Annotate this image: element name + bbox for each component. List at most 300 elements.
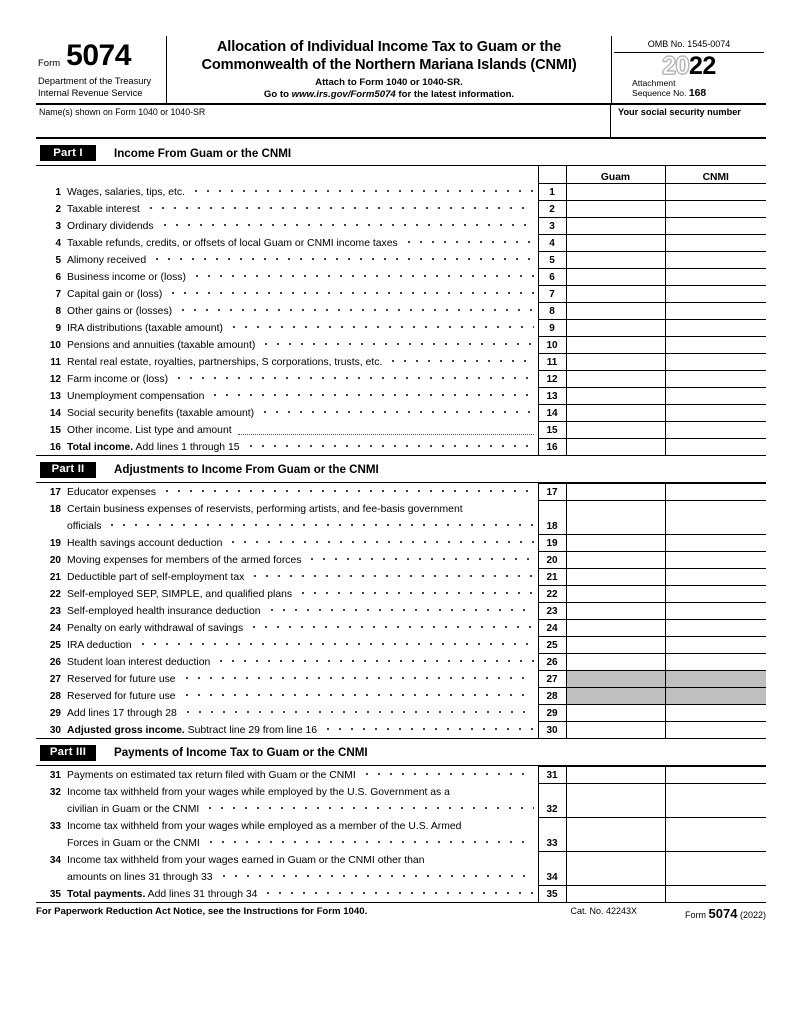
guam-amount-cell[interactable] (566, 353, 665, 370)
line-box-number: 15 (538, 421, 566, 438)
line-number: 9 (55, 323, 61, 334)
table-row-continuation (36, 517, 766, 534)
line-label: Business income or (loss) (67, 272, 186, 283)
line-label: Taxable interest (67, 204, 140, 215)
cnmi-amount-cell[interactable] (665, 800, 766, 817)
agency-block (36, 72, 166, 100)
footer-form-word: Form (685, 909, 709, 920)
line-number: 32 (49, 787, 61, 798)
dot-leader (209, 392, 533, 403)
ssn-field[interactable] (611, 105, 766, 137)
line-label-bold: Total income. (67, 441, 134, 453)
cnmi-amount-cell[interactable] (665, 483, 766, 500)
form-footer (36, 903, 766, 921)
line-number: 20 (49, 555, 61, 566)
cnmi-amount-cell[interactable] (665, 704, 766, 721)
line-box-number: 28 (538, 687, 566, 704)
dot-leader (177, 307, 533, 318)
line-label (67, 724, 317, 737)
guam-amount-cell[interactable] (566, 200, 665, 217)
cnmi-amount-cell[interactable] (665, 868, 766, 885)
dot-leader (106, 522, 533, 533)
line-number: 30 (49, 724, 61, 736)
header-right-block (611, 36, 766, 103)
line-label: Student loan interest deduction (67, 657, 211, 668)
guam-amount-cell[interactable] (566, 404, 665, 421)
line-label: Health savings account deduction (67, 538, 223, 549)
cnmi-amount-cell[interactable] (665, 534, 766, 551)
table-row-continuation (36, 834, 766, 851)
guam-amount-cell[interactable] (566, 619, 665, 636)
guam-amount-cell[interactable] (566, 653, 665, 670)
line-box-number-spacer (538, 500, 566, 517)
table-row (36, 585, 766, 602)
table-row (36, 783, 766, 800)
form-identifier (36, 38, 166, 72)
line-label: Deductible part of self-employment tax (67, 572, 245, 583)
line-number: 35 (49, 888, 61, 900)
cnmi-amount-cell[interactable] (665, 421, 766, 438)
cnmi-amount-cell[interactable] (665, 234, 766, 251)
cnmi-amount-cell[interactable] (665, 217, 766, 234)
line-number: 34 (49, 855, 61, 866)
cnmi-amount-cell[interactable] (665, 885, 766, 902)
table-row (36, 217, 766, 234)
cnmi-amount-cell[interactable] (665, 585, 766, 602)
dot-leader (361, 771, 534, 782)
line-label-2: civilian in Guam or the CNMI (67, 804, 200, 815)
line-box-number: 10 (538, 336, 566, 353)
line-number: 28 (49, 691, 61, 702)
cnmi-amount-cell[interactable] (665, 783, 766, 800)
cnmi-amount-cell[interactable] (665, 302, 766, 319)
line-number: 25 (49, 640, 61, 651)
dot-leader (245, 443, 534, 454)
table-row (36, 251, 766, 268)
line-box-number: 14 (538, 404, 566, 421)
table-row (36, 721, 766, 738)
line-label: Moving expenses for members of the armed forces (67, 555, 302, 566)
part-2-header (36, 456, 766, 482)
form-title-line-1: Allocation of Individual Income Tax to Guam or the (216, 39, 562, 55)
line-number: 13 (49, 391, 61, 402)
cnmi-amount-cell[interactable] (665, 353, 766, 370)
part-1-badge: Part I (40, 145, 96, 161)
line-box-number: 8 (538, 302, 566, 319)
dot-leader (191, 273, 534, 284)
table-row (36, 602, 766, 619)
table-row-continuation (36, 868, 766, 885)
table-row (36, 817, 766, 834)
part-2-table (36, 482, 766, 739)
attachment-sequence (614, 78, 764, 99)
line-box-number: 5 (538, 251, 566, 268)
guam-amount-cell[interactable] (566, 766, 665, 783)
dot-leader (204, 805, 533, 816)
dot-leader (145, 205, 534, 216)
line-label: Income tax withheld from your wages earned in Guam or the CNMI other than (67, 855, 425, 866)
line-label: Wages, salaries, tips, etc. (67, 187, 185, 198)
form-number: 5074 (66, 39, 131, 72)
dot-leader (173, 375, 533, 386)
table-row (36, 551, 766, 568)
table-row (36, 353, 766, 370)
cnmi-amount-cell[interactable] (665, 653, 766, 670)
form-word-label: Form (38, 58, 61, 69)
line-number: 5 (55, 255, 61, 266)
line-label: Ordinary dividends (67, 221, 154, 232)
dot-leader (228, 324, 534, 335)
agency-line-2: Internal Revenue Service (38, 87, 143, 98)
table-row (36, 766, 766, 783)
table-row (36, 687, 766, 704)
part-2-badge: Part II (40, 462, 96, 478)
line-box-number: 34 (538, 868, 566, 885)
line-box-number: 18 (538, 517, 566, 534)
line-box-number: 6 (538, 268, 566, 285)
line-number: 22 (49, 589, 61, 600)
cnmi-amount-cell[interactable] (665, 766, 766, 783)
line-label: Other income. List type and amount (67, 425, 232, 436)
form-sheet (36, 36, 766, 921)
dot-leader (262, 890, 533, 901)
dot-leader (205, 839, 534, 850)
guam-amount-cell[interactable] (566, 551, 665, 568)
paperwork-notice: For Paperwork Reduction Act Notice, see the Instructions for Form 1040. (36, 905, 368, 917)
line-box-number: 25 (538, 636, 566, 653)
goto-url[interactable]: www.irs.gov/Form5074 (291, 89, 396, 100)
line-number: 19 (49, 538, 61, 549)
cnmi-amount-cell[interactable] (665, 568, 766, 585)
line-number: 17 (49, 487, 61, 498)
line-number: 23 (49, 606, 61, 617)
guam-amount-cell[interactable] (566, 885, 665, 902)
guam-amount-cell[interactable] (566, 817, 665, 834)
cnmi-amount-cell[interactable] (665, 336, 766, 353)
dot-leader (151, 256, 533, 267)
part-1-column-headers (36, 166, 766, 183)
line-label: Income tax withheld from your wages while employed as a member of the U.S. Armed (67, 821, 462, 832)
line-box-number: 24 (538, 619, 566, 636)
form-title-line-2: Commonwealth of the Northern Mariana Islands (CNMI) (201, 56, 577, 73)
guam-amount-cell[interactable] (566, 285, 665, 302)
part-2-title: Adjustments to Income From Guam or the CNMI (114, 463, 379, 476)
dot-leader (260, 341, 533, 352)
line-label: Income tax withheld from your wages while employed by the U.S. Government as a (67, 787, 450, 798)
line-label (67, 888, 257, 901)
dot-leader (181, 675, 534, 686)
line-box-number: 1 (538, 183, 566, 200)
omb-number: OMB No. 1545-0074 (614, 38, 764, 53)
line-box-number: 29 (538, 704, 566, 721)
footer-form-id (685, 906, 766, 921)
part-3-title: Payments of Income Tax to Guam or the CNMI (114, 746, 368, 759)
line-number: 33 (49, 821, 61, 832)
cnmi-amount-cell[interactable] (665, 517, 766, 534)
table-row (36, 704, 766, 721)
tax-year-prefix: 20 (662, 52, 689, 80)
part-1-table (36, 165, 766, 456)
table-row (36, 404, 766, 421)
dot-leader (387, 358, 533, 369)
cnmi-amount-cell[interactable] (665, 602, 766, 619)
goto-prefix: Go to (263, 89, 292, 100)
line-label: IRA distributions (taxable amount) (67, 323, 223, 334)
line-number: 3 (55, 221, 61, 232)
cnmi-amount-cell[interactable] (665, 636, 766, 653)
line-label-bold: Adjusted gross income. (67, 724, 185, 736)
dot-leader (259, 409, 533, 420)
guam-amount-cell[interactable] (566, 568, 665, 585)
dot-leader (403, 239, 534, 250)
attachment-label: Attachment (632, 78, 676, 88)
cnmi-amount-cell-reserved (665, 670, 766, 687)
table-row (36, 336, 766, 353)
guam-amount-cell-reserved (566, 670, 665, 687)
guam-amount-cell[interactable] (566, 217, 665, 234)
guam-amount-cell[interactable] (566, 319, 665, 336)
line-box-number: 26 (538, 653, 566, 670)
guam-amount-cell[interactable] (566, 517, 665, 534)
dot-leader (218, 873, 534, 884)
line-label: Certain business expenses of reservists, performing artists, and fee-basis government (67, 504, 463, 515)
guam-amount-cell[interactable] (566, 421, 665, 438)
cnmi-amount-cell[interactable] (665, 438, 766, 455)
table-row (36, 370, 766, 387)
guam-amount-cell[interactable] (566, 834, 665, 851)
line-number: 14 (49, 408, 61, 419)
dot-leader (227, 539, 533, 550)
cnmi-amount-cell[interactable] (665, 183, 766, 200)
cnmi-amount-cell[interactable] (665, 370, 766, 387)
line-number: 18 (49, 504, 61, 515)
line-label: Self-employed health insurance deduction (67, 606, 261, 617)
line-box-number-spacer (538, 851, 566, 868)
guam-amount-cell[interactable] (566, 370, 665, 387)
goto-note (171, 89, 607, 101)
cnmi-amount-cell[interactable] (665, 200, 766, 217)
line-box-number-spacer (538, 783, 566, 800)
dot-leader (137, 641, 534, 652)
line-label: Rental real estate, royalties, partnerships, S corporations, trusts, etc. (67, 357, 383, 368)
dot-leader (159, 222, 534, 233)
cnmi-amount-cell[interactable] (665, 387, 766, 404)
line-number: 7 (55, 289, 61, 300)
cnmi-amount-cell[interactable] (665, 319, 766, 336)
guam-amount-cell[interactable] (566, 721, 665, 738)
line-number: 11 (50, 357, 61, 368)
dot-leader (190, 188, 534, 199)
line-label-rest: Add lines 31 through 34 (145, 888, 258, 900)
taxpayer-row (36, 105, 766, 139)
table-row (36, 438, 766, 455)
guam-amount-cell[interactable] (566, 704, 665, 721)
footer-form-number: 5074 (708, 905, 738, 921)
cnmi-amount-cell[interactable] (665, 500, 766, 517)
dot-leader (306, 556, 533, 567)
line-box-number: 19 (538, 534, 566, 551)
line-number: 24 (49, 623, 61, 634)
part-1-header (36, 139, 766, 165)
table-row (36, 483, 766, 500)
name-field[interactable] (36, 105, 611, 137)
line-box-number: 31 (538, 766, 566, 783)
table-row (36, 268, 766, 285)
table-row (36, 200, 766, 217)
line-box-number: 9 (538, 319, 566, 336)
write-in-line[interactable] (238, 424, 534, 435)
line-number: 10 (49, 340, 61, 351)
dot-leader (266, 607, 534, 618)
line-box-number: 23 (538, 602, 566, 619)
table-row (36, 285, 766, 302)
dot-leader (249, 573, 533, 584)
line-box-number: 13 (538, 387, 566, 404)
line-number: 6 (55, 272, 61, 283)
guam-amount-cell[interactable] (566, 585, 665, 602)
guam-amount-cell[interactable] (566, 268, 665, 285)
line-box-number: 20 (538, 551, 566, 568)
line-label-rest: Add lines 1 through 15 (133, 441, 240, 453)
tax-year (614, 53, 764, 79)
cnmi-amount-cell[interactable] (665, 851, 766, 868)
line-label: Social security benefits (taxable amount) (67, 408, 255, 419)
name-field-label: Name(s) shown on Form 1040 or 1040-SR (39, 107, 206, 117)
table-row (36, 885, 766, 902)
guam-amount-cell[interactable] (566, 234, 665, 251)
dot-leader (181, 692, 534, 703)
line-label: Taxable refunds, credits, or offsets of local Guam or CNMI income taxes (67, 238, 398, 249)
part-3-badge: Part III (40, 745, 96, 761)
guam-amount-cell[interactable] (566, 800, 665, 817)
dot-leader (322, 726, 533, 737)
line-box-number: 2 (538, 200, 566, 217)
line-box-number: 7 (538, 285, 566, 302)
header-left-block (36, 36, 167, 103)
line-number: 15 (49, 425, 61, 436)
line-number: 16 (49, 441, 61, 453)
guam-amount-cell[interactable] (566, 851, 665, 868)
header-title-block (167, 36, 611, 103)
line-label-bold: Total payments. (67, 888, 146, 900)
guam-amount-cell[interactable] (566, 302, 665, 319)
line-number: 12 (49, 374, 61, 385)
cnmi-amount-cell[interactable] (665, 619, 766, 636)
form-header (36, 36, 766, 105)
line-box-number-spacer (538, 817, 566, 834)
line-label: Farm income or (loss) (67, 374, 169, 385)
table-row (36, 183, 766, 200)
guam-amount-cell[interactable] (566, 534, 665, 551)
cnmi-amount-cell[interactable] (665, 251, 766, 268)
line-label: Payments on estimated tax return filed with Guam or the CNMI (67, 770, 356, 781)
dot-leader (182, 709, 534, 720)
line-label-2: amounts on lines 31 through 33 (67, 872, 213, 883)
cnmi-amount-cell[interactable] (665, 817, 766, 834)
agency-line-1: Department of the Treasury (38, 76, 152, 86)
line-number: 29 (49, 708, 61, 719)
cnmi-amount-cell[interactable] (665, 834, 766, 851)
table-row (36, 500, 766, 517)
guam-amount-cell[interactable] (566, 483, 665, 500)
table-row (36, 387, 766, 404)
dot-leader (215, 658, 533, 669)
line-label: Educator expenses (67, 487, 156, 498)
line-label: IRA deduction (67, 640, 132, 651)
cnmi-amount-cell-reserved (665, 687, 766, 704)
guam-amount-cell[interactable] (566, 438, 665, 455)
table-row (36, 636, 766, 653)
line-number: 27 (49, 674, 61, 685)
dot-leader (167, 290, 533, 301)
guam-amount-cell[interactable] (566, 783, 665, 800)
line-box-number: 21 (538, 568, 566, 585)
line-label: Reserved for future use (67, 674, 176, 685)
attachment-seq-label: Sequence No. (632, 88, 689, 98)
part-3-header (36, 739, 766, 765)
tax-year-suffix: 22 (689, 52, 716, 80)
cnmi-amount-cell[interactable] (665, 404, 766, 421)
line-label-2: officials (67, 521, 102, 532)
line-box-number: 4 (538, 234, 566, 251)
line-number: 31 (49, 770, 61, 781)
column-header-guam: Guam (566, 166, 665, 183)
goto-suffix: for the latest information. (395, 89, 515, 100)
line-label: Alimony received (67, 255, 147, 266)
cnmi-amount-cell[interactable] (665, 721, 766, 738)
part-3-table (36, 765, 766, 903)
guam-amount-cell[interactable] (566, 868, 665, 885)
cnmi-amount-cell[interactable] (665, 551, 766, 568)
line-box-number: 35 (538, 885, 566, 902)
line-box-number: 30 (538, 721, 566, 738)
line-label-2: Forces in Guam or the CNMI (67, 838, 200, 849)
table-row (36, 534, 766, 551)
line-label: Capital gain or (loss) (67, 289, 163, 300)
line-box-number: 27 (538, 670, 566, 687)
guam-amount-cell[interactable] (566, 336, 665, 353)
dot-leader (161, 488, 534, 499)
cnmi-amount-cell[interactable] (665, 285, 766, 302)
table-row (36, 234, 766, 251)
line-box-number: 32 (538, 800, 566, 817)
guam-amount-cell[interactable] (566, 500, 665, 517)
guam-amount-cell[interactable] (566, 602, 665, 619)
dot-leader (297, 590, 533, 601)
guam-amount-cell[interactable] (566, 387, 665, 404)
table-row (36, 568, 766, 585)
cnmi-amount-cell[interactable] (665, 268, 766, 285)
footer-form-year: (2022) (737, 909, 766, 920)
line-label: Self-employed SEP, SIMPLE, and qualified plans (67, 589, 293, 600)
line-box-number: 22 (538, 585, 566, 602)
table-row (36, 302, 766, 319)
column-header-cnmi: CNMI (665, 166, 766, 183)
attachment-seq-line (632, 88, 764, 99)
guam-amount-cell[interactable] (566, 183, 665, 200)
line-number: 26 (49, 657, 61, 668)
line-box-number: 12 (538, 370, 566, 387)
table-row-continuation (36, 800, 766, 817)
table-row (36, 851, 766, 868)
table-row (36, 619, 766, 636)
guam-amount-cell-reserved (566, 687, 665, 704)
line-label: Pensions and annuities (taxable amount) (67, 340, 256, 351)
guam-amount-cell[interactable] (566, 251, 665, 268)
guam-amount-cell[interactable] (566, 636, 665, 653)
line-label: Reserved for future use (67, 691, 176, 702)
table-row (36, 319, 766, 336)
